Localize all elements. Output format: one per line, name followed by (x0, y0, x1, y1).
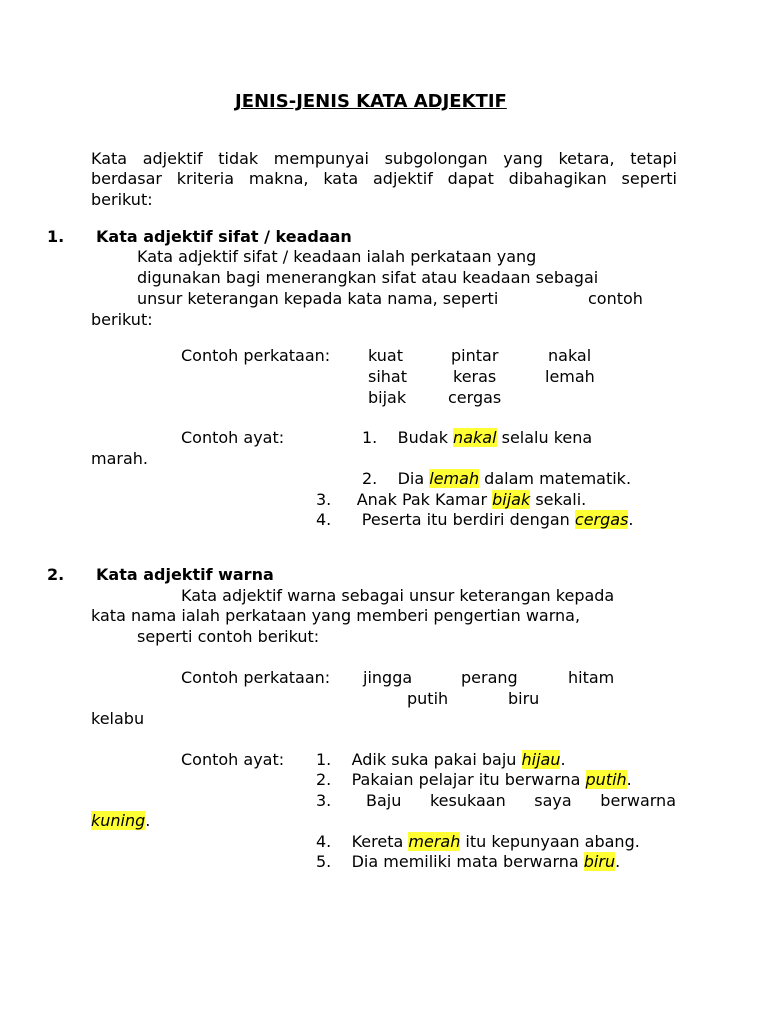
section2-words-label: Contoh perkataan: (181, 668, 331, 687)
section1-word: cergas (448, 388, 502, 407)
section2-word: biru (508, 689, 540, 708)
highlighted-adjective: hijau (521, 750, 561, 769)
section2-word: hitam (568, 668, 615, 687)
section1-word: nakal (548, 346, 592, 365)
section1-word: kuat (368, 346, 403, 365)
section2-sentence-3-text: Baju kesukaan saya berwarna (366, 791, 676, 810)
sentence-number: 2. (362, 469, 378, 488)
sentence-text: Adik suka pakai baju (351, 750, 522, 769)
sentence-text: . (145, 811, 151, 830)
section1-sentences-label: Contoh ayat: (181, 428, 285, 447)
highlighted-adjective: biru (583, 852, 616, 871)
section1-sentence-2 (362, 469, 631, 489)
section1-desc-line-4: berikut: (91, 310, 153, 329)
section1-word: bijak (368, 388, 407, 407)
section2-sentences-label: Contoh ayat: (181, 750, 285, 769)
section1-heading: Kata adjektif sifat / keadaan (96, 227, 352, 246)
section2-heading: Kata adjektif warna (96, 565, 274, 584)
sentence-text: Pakaian pelajar itu berwarna (351, 770, 586, 789)
section2-sentence-5 (316, 852, 620, 872)
sentence-text: sekali. (530, 490, 587, 509)
sentence-number: 4. (316, 510, 332, 529)
intro-line-1: Kata adjektif tidak mempunyai subgolongan yang ketara, tetapi (91, 149, 677, 168)
section2-word: perang (461, 668, 518, 687)
sentence-text: Budak (397, 428, 454, 447)
section2-word: jingga (363, 668, 413, 687)
sentence-number: 4. (316, 832, 332, 851)
intro-line-2: berdasar kriteria makna, kata adjektif dapat dibahagikan seperti (91, 169, 677, 188)
section1-word: sihat (368, 367, 407, 386)
sentence-number: 1. (362, 428, 378, 447)
page-title: JENIS-JENIS KATA ADJEKTIF (235, 91, 507, 112)
intro-line-3: berikut: (91, 190, 153, 209)
section1-desc-line-1: Kata adjektif sifat / keadaan ialah perkataan yang (137, 247, 537, 266)
highlighted-adjective: nakal (453, 428, 497, 447)
sentence-text: selalu kena (496, 428, 593, 447)
section1-sentence-4 (316, 510, 634, 530)
section1-sentence-1 (362, 428, 592, 448)
highlighted-adjective: bijak (492, 490, 531, 509)
section2-desc-line-2: kata nama ialah perkataan yang memberi pengertian warna, (91, 606, 581, 625)
sentence-number: 2. (316, 770, 332, 789)
sentence-text: Anak Pak Kamar (356, 490, 493, 509)
highlighted-adjective: lemah (429, 469, 480, 488)
section1-words-label: Contoh perkataan: (181, 346, 331, 365)
sentence-text: . (628, 510, 634, 529)
section1-word: keras (453, 367, 497, 386)
section1-word: lemah (545, 367, 595, 386)
section2-sentence-1 (316, 750, 566, 770)
section2-number: 2. (47, 565, 65, 584)
section2-word: kelabu (91, 709, 145, 728)
section1-sentence-1-cont: marah. (91, 449, 148, 468)
sentence-text: . (626, 770, 632, 789)
section2-desc-line-1: Kata adjektif warna sebagai unsur keterangan kepada (181, 586, 615, 605)
sentence-text: Dia memiliki mata berwarna (351, 852, 584, 871)
sentence-number: 1. (316, 750, 332, 769)
sentence-text: Dia (397, 469, 430, 488)
sentence-text: dalam matematik. (479, 469, 632, 488)
section2-sentence-2 (316, 770, 632, 790)
section1-number: 1. (47, 227, 65, 246)
highlighted-adjective: merah (408, 832, 461, 851)
sentence-number: 5. (316, 852, 332, 871)
section2-word: putih (407, 689, 449, 708)
section2-sentence-3-cont (91, 811, 150, 831)
highlighted-adjective: kuning (91, 811, 146, 830)
section1-desc-line-2: digunakan bagi menerangkan sifat atau keadaan sebagai (137, 268, 599, 287)
sentence-text: Kereta (351, 832, 409, 851)
sentence-number: 3. (316, 490, 332, 509)
section1-desc-line-3b: contoh (588, 289, 643, 308)
highlighted-adjective: putih (585, 770, 627, 789)
sentence-text: itu kepunyaan abang. (460, 832, 640, 851)
section2-sentence-4 (316, 832, 640, 852)
section2-sentence-3-number: 3. (316, 791, 332, 810)
section2-desc-line-3: seperti contoh berikut: (137, 627, 320, 646)
sentence-text: Peserta itu berdiri dengan (361, 510, 575, 529)
sentence-text: . (560, 750, 566, 769)
section1-sentence-3 (316, 490, 586, 510)
sentence-text: . (615, 852, 621, 871)
section1-word: pintar (451, 346, 499, 365)
highlighted-adjective: cergas (574, 510, 629, 529)
section1-desc-line-3: unsur keterangan kepada kata nama, seperti (137, 289, 499, 308)
